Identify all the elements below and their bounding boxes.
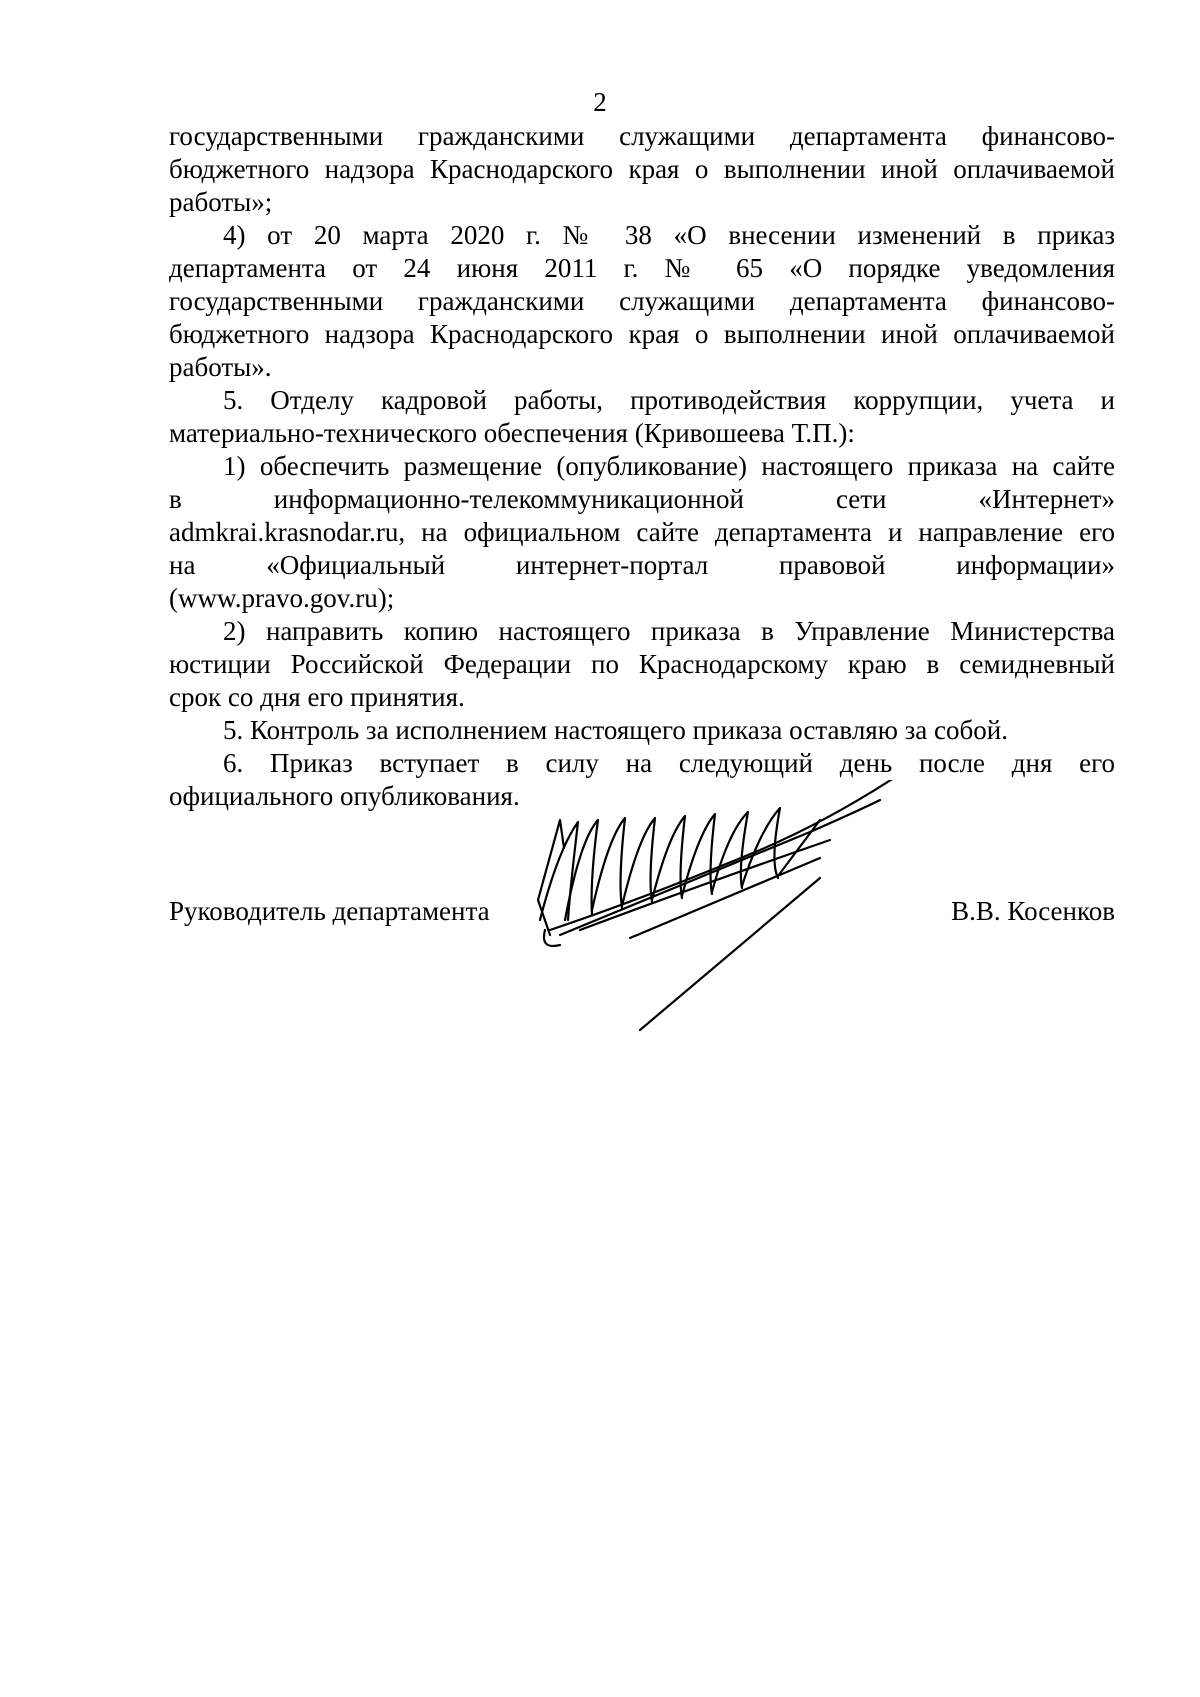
text-line: 1) обеспечить размещение (опубликование) настоящего приказа на сайте: [223, 451, 1115, 481]
text-line: 6. Приказ вступает в силу на следующий день после дня его: [223, 748, 1115, 778]
text-line: срок со дня его принятия.: [169, 682, 465, 712]
text-line: admkrai.krasnodar.ru, на официальном сайте департамента и направление его: [169, 517, 1115, 547]
text-line: в информационно-телекоммуникационной сети «Интернет»: [169, 484, 1115, 514]
signatory-role: Руководитель департамента: [169, 896, 490, 926]
text-line: работы».: [169, 352, 272, 382]
page-number: 2: [593, 87, 607, 117]
text-line: 5. Отделу кадровой работы, противодействия коррупции, учета и: [223, 385, 1115, 415]
text-line: работы»;: [169, 187, 273, 217]
text-line: (www.pravo.gov.ru);: [169, 583, 395, 613]
text-line: департамента от 24 июня 2011 г. № 65 «О порядке уведомления: [169, 253, 1115, 283]
text-line: материально-технического обеспечения (Кривошеева Т.П.):: [169, 418, 855, 448]
text-line: 4) от 20 марта 2020 г. № 38 «О внесении изменений в приказ: [223, 220, 1115, 250]
text-line: государственными гражданскими служащими департамента финансово-: [169, 121, 1115, 151]
body-text: [169, 120, 1115, 813]
text-line: официального опубликования.: [169, 781, 520, 811]
text-line: бюджетного надзора Краснодарского края о выполнении иной оплачиваемой: [169, 154, 1115, 184]
text-line: бюджетного надзора Краснодарского края о выполнении иной оплачиваемой: [169, 319, 1115, 349]
text-line: государственными гражданскими служащими департамента финансово-: [169, 286, 1115, 316]
text-line: 5. Контроль за исполнением настоящего приказа оставляю за собой.: [223, 715, 1008, 745]
text-line: юстиции Российской Федерации по Краснодарскому краю в семидневный: [169, 649, 1115, 679]
signatory-name: В.В. Косенков: [951, 896, 1115, 926]
text-line: на «Официальный интернет-портал правовой информации»: [169, 550, 1115, 580]
text-line: 2) направить копию настоящего приказа в Управление Министерства: [223, 616, 1115, 646]
signature-row: [169, 895, 1115, 928]
